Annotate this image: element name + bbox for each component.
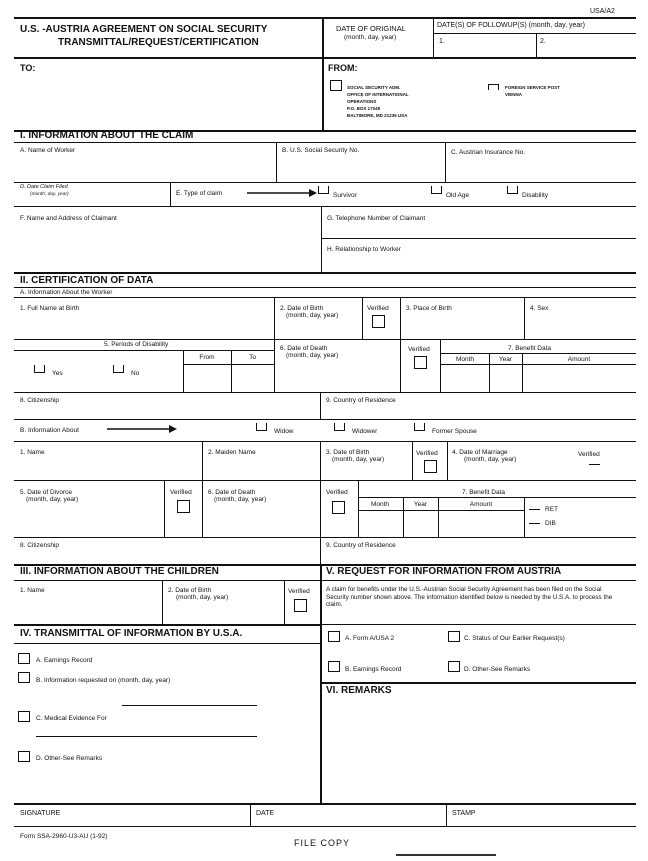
ssa-address-line: OPERATIONS xyxy=(347,99,377,104)
form-title-line2: TRANSMITTAL/REQUEST/CERTIFICATION xyxy=(58,37,259,48)
worker-dob-field[interactable]: 2. Date of Birth xyxy=(280,305,324,312)
marriage-date-field[interactable]: 4. Date of Marriage xyxy=(452,449,508,456)
spouse-dob-format: (month, day, year) xyxy=(332,456,385,463)
no-label: No xyxy=(131,370,140,377)
from-label: From xyxy=(199,354,215,361)
periods-of-disability-label: 5. Periods of Disability xyxy=(104,341,169,348)
divorce-verified-checkbox[interactable] xyxy=(177,500,190,513)
verified-label: Verified xyxy=(367,305,389,312)
arrow-right-icon xyxy=(247,189,317,197)
verified-label: Verified xyxy=(288,588,310,595)
marriage-date-format: (month, day, year) xyxy=(464,456,517,463)
disability-checkbox[interactable] xyxy=(507,186,518,194)
stamp-field[interactable]: STAMP xyxy=(452,810,476,817)
arrow-right-icon xyxy=(107,425,177,433)
worker-dod-field[interactable]: 6. Date of Death xyxy=(280,345,328,352)
divorce-date-format: (month, day, year) xyxy=(26,496,79,503)
worker-name-field[interactable]: A. Name of Worker xyxy=(20,147,76,154)
sex-field[interactable]: 4. Sex xyxy=(530,305,549,312)
child-dob-format: (month, day, year) xyxy=(176,594,229,601)
ssa-address-line: P.O. BOX 17049 xyxy=(347,106,381,111)
widower-label: Widower xyxy=(352,428,378,435)
disability-label: Disability xyxy=(522,192,549,199)
section-3-heading: III. INFORMATION ABOUT THE CHILDREN xyxy=(20,566,219,577)
info-requested-checkbox[interactable] xyxy=(18,672,30,683)
maiden-name-field[interactable]: 2. Maiden Name xyxy=(208,449,256,456)
verified-label: Verified xyxy=(408,346,430,353)
medical-evidence-checkbox[interactable] xyxy=(18,711,30,722)
verified-label: Verified xyxy=(578,451,600,458)
survivor-checkbox[interactable] xyxy=(318,186,329,194)
info-requested-label: B. Information requested on (month, day, year) xyxy=(36,677,171,684)
widow-checkbox[interactable] xyxy=(256,423,267,431)
widow-label: Widow xyxy=(274,428,294,435)
full-name-at-birth-field[interactable]: 1. Full Name at Birth xyxy=(20,305,80,312)
divorce-date-field[interactable]: 5. Date of Divorce xyxy=(20,489,73,496)
date-of-original-label: DATE OF ORIGINAL xyxy=(336,24,406,33)
worker-dod-format: (month, day, year) xyxy=(286,352,339,359)
other-remarks-checkbox[interactable] xyxy=(18,751,30,762)
form-number: Form SSA-2960-U3-AU (1-92) xyxy=(20,833,108,840)
worker-country-field[interactable]: 9. Country of Residence xyxy=(326,397,396,404)
followup-2[interactable]: 2. xyxy=(540,38,546,45)
spouse-dob-field[interactable]: 3. Date of Birth xyxy=(326,449,370,456)
worker-citizenship-field[interactable]: 8. Citizenship xyxy=(20,397,60,404)
place-of-birth-field[interactable]: 3. Place of Birth xyxy=(406,305,452,312)
verified-label: Verified xyxy=(416,450,438,457)
earnings-record-label: A. Earnings Record xyxy=(36,657,93,664)
old-age-checkbox[interactable] xyxy=(431,186,442,194)
dib-checkbox[interactable] xyxy=(529,523,540,524)
year-label: Year xyxy=(413,501,428,508)
to-label: To xyxy=(249,354,256,361)
from-ssa-checkbox[interactable] xyxy=(330,80,342,91)
dib-label: DIB xyxy=(545,520,556,527)
verified-label: Verified xyxy=(326,489,348,496)
ssa-address-line: BALTIMORE, MD 21235 USA xyxy=(347,113,408,118)
claimant-name-address-field[interactable]: F. Name and Address of Claimant xyxy=(20,215,117,222)
medical-evidence-line[interactable] xyxy=(36,736,257,737)
date-claim-filed-format: (month, day, year) xyxy=(30,192,69,197)
form-a-usa2-checkbox[interactable] xyxy=(328,631,340,642)
worker-dod-verified-checkbox[interactable] xyxy=(414,356,427,369)
type-of-claim-label: E. Type of claim xyxy=(176,190,223,197)
from-label: FROM: xyxy=(328,63,358,73)
marriage-verified-checkbox[interactable] xyxy=(589,464,600,465)
amount-label: Amount xyxy=(469,501,493,508)
file-copy-label: FILE COPY xyxy=(294,838,351,848)
yes-label: Yes xyxy=(52,370,63,377)
section-1-heading: I. INFORMATION ABOUT THE CLAIM xyxy=(20,130,194,141)
section-2-heading: II. CERTIFICATION OF DATA xyxy=(20,275,154,286)
date-of-original-format: (month, day, year) xyxy=(344,34,397,41)
section-6-heading: VI. REMARKS xyxy=(326,685,392,696)
other-remarks-label: D. Other-See Remarks xyxy=(36,755,103,762)
former-spouse-label: Former Spouse xyxy=(432,428,477,435)
child-name-field[interactable]: 1. Name xyxy=(20,587,45,594)
earlier-request-status-checkbox[interactable] xyxy=(448,631,460,642)
ssa-address-line: OFFICE OF INTERNATIONAL xyxy=(347,92,409,97)
disability-yes-checkbox[interactable] xyxy=(34,365,45,373)
earnings-record-checkbox[interactable] xyxy=(18,653,30,664)
widower-checkbox[interactable] xyxy=(334,423,345,431)
date-field[interactable]: DATE xyxy=(256,810,275,817)
followup-1[interactable]: 1. xyxy=(439,38,445,45)
fsp-line: VIENNA xyxy=(505,92,523,97)
ssa-address-line: SOCIAL SECURITY ADM. xyxy=(347,85,401,90)
info-requested-line[interactable] xyxy=(122,705,257,706)
child-dob-field[interactable]: 2. Date of Birth xyxy=(168,587,212,594)
info-about-label: B. Information About xyxy=(20,427,79,434)
request-statement: A claim for benefits under the U.S.-Austrian Social Security Agreement has been filed on the Social Security number shown above. The information identified below is needed by the U.S.A. to process the claim. xyxy=(326,586,613,609)
claimant-phone-field[interactable]: G. Telephone Number of Claimant xyxy=(327,215,426,222)
disability-no-checkbox[interactable] xyxy=(113,365,124,373)
spouse-name-field[interactable]: 1. Name xyxy=(20,449,45,456)
top-border xyxy=(14,17,636,19)
spouse-dod-field[interactable]: 6. Date of Death xyxy=(208,489,256,496)
followup-label: DATE(S) OF FOLLOWUP(S) (month, day, year) xyxy=(437,22,585,29)
austria-other-remarks-label: D. Other-See Remarks xyxy=(464,666,531,673)
us-ssn-field[interactable]: B. U.S. Social Security No. xyxy=(282,147,360,154)
spouse-dod-verified-checkbox[interactable] xyxy=(332,501,345,514)
worker-info-subheading: A. Information About the Worker xyxy=(20,289,113,296)
form-code: USA/A2 xyxy=(590,8,615,15)
former-spouse-checkbox[interactable] xyxy=(414,423,425,431)
section-5-heading: V. REQUEST FOR INFORMATION FROM AUSTRIA xyxy=(326,566,562,577)
date-claim-filed-field[interactable]: D. Date Claim Filed xyxy=(20,184,68,190)
benefit-data-label: 7. Benefit Data xyxy=(508,345,551,352)
old-age-label: Old Age xyxy=(446,192,470,199)
spouse-dob-verified-checkbox[interactable] xyxy=(424,460,437,473)
austria-earnings-record-label: B. Earnings Record xyxy=(345,666,402,673)
fsp-line: FOREIGN SERVICE POST xyxy=(505,85,560,90)
survivor-label: Survivor xyxy=(333,192,357,199)
month-label: Month xyxy=(455,356,475,363)
spouse-citizenship-field[interactable]: 8. Citizenship xyxy=(20,542,60,549)
austria-other-remarks-checkbox[interactable] xyxy=(448,661,460,672)
medical-evidence-label: C. Medical Evidence For xyxy=(36,715,107,722)
spouse-country-field[interactable]: 9. Country of Residence xyxy=(326,542,396,549)
month-label: Month xyxy=(370,501,390,508)
year-label: Year xyxy=(498,356,513,363)
austria-earnings-record-checkbox[interactable] xyxy=(328,661,340,672)
earlier-request-status-label: C. Status of Our Earlier Request(s) xyxy=(464,635,565,642)
austrian-insurance-field[interactable]: C. Austrian Insurance No. xyxy=(451,149,526,156)
signature-field[interactable]: SIGNATURE xyxy=(20,810,61,817)
spouse-dod-format: (month, day, year) xyxy=(214,496,267,503)
to-label: TO: xyxy=(20,63,36,73)
worker-dob-verified-checkbox[interactable] xyxy=(372,315,385,328)
from-fsp-checkbox[interactable] xyxy=(488,84,499,90)
worker-dob-format: (month, day, year) xyxy=(286,312,339,319)
form-a-usa2-label: A. Form A/USA 2 xyxy=(345,635,395,642)
ret-label: RET xyxy=(545,506,558,513)
relationship-field[interactable]: H. Relationship to Worker xyxy=(327,246,401,253)
ret-checkbox[interactable] xyxy=(529,509,540,510)
child-dob-verified-checkbox[interactable] xyxy=(294,599,307,612)
section-4-heading: IV. TRANSMITTAL OF INFORMATION BY U.S.A. xyxy=(20,628,243,639)
scan-mark xyxy=(396,854,496,856)
spouse-benefit-data-label: 7. Benefit Data xyxy=(462,489,505,496)
verified-label: Verified xyxy=(170,489,192,496)
amount-label: Amount xyxy=(567,356,591,363)
form-title-line1: U.S. -AUSTRIA AGREEMENT ON SOCIAL SECURITY xyxy=(20,24,268,35)
